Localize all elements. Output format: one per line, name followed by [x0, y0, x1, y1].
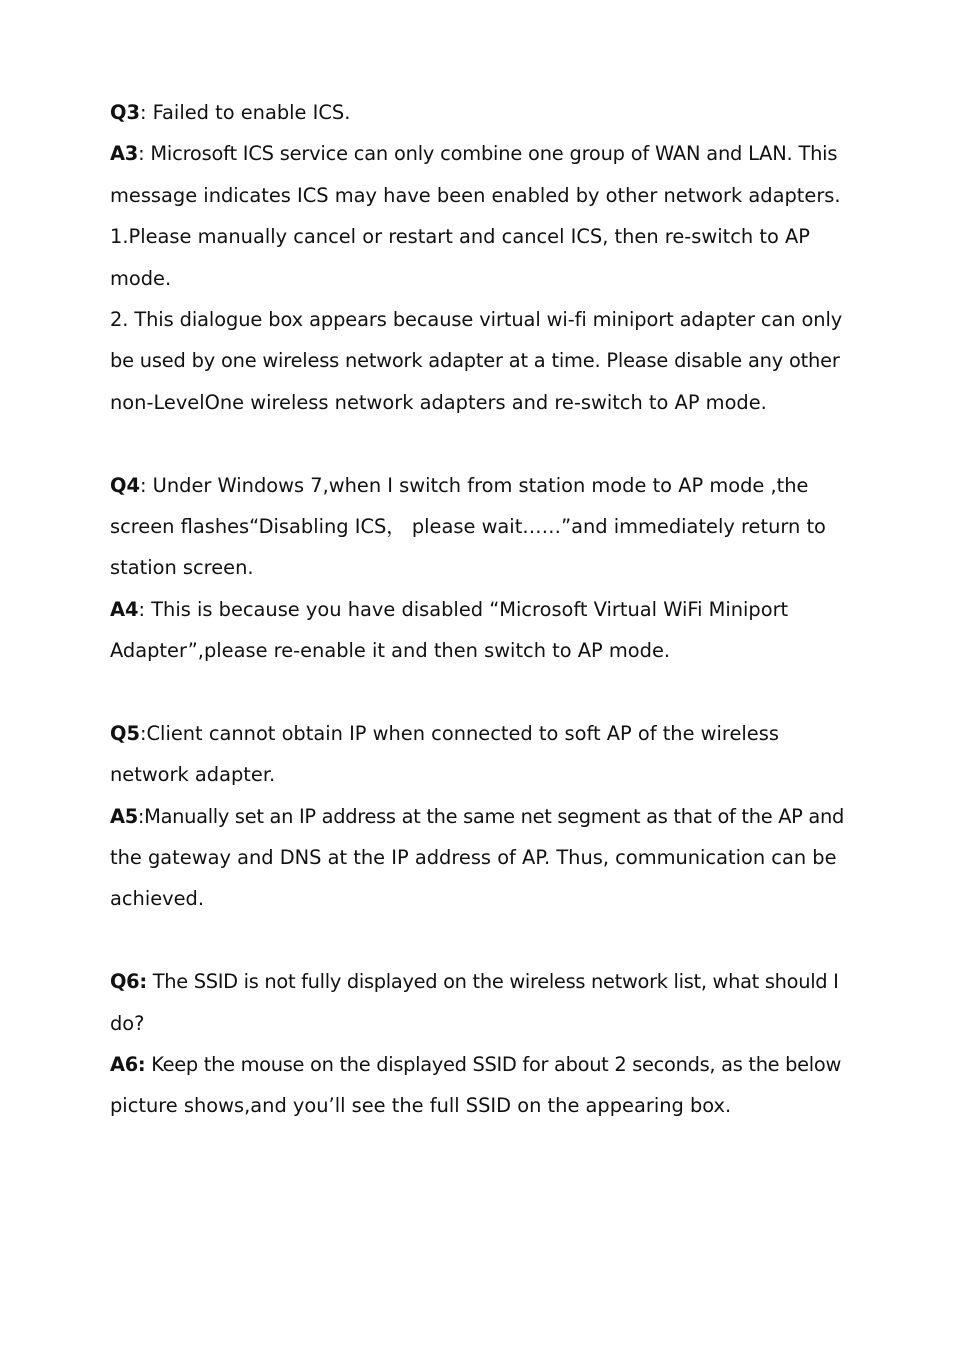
a6-answer-line2: picture shows,and you’ll see the full SSID on the appearing box.	[110, 1094, 732, 1118]
a3-answer-line1: A3: Microsoft ICS service can only combine one group of WAN and LAN. This	[110, 142, 838, 166]
q3-question	[110, 92, 844, 133]
a5-answer-line2: the gateway and DNS at the IP address of AP. Thus, communication can be	[110, 846, 837, 870]
q3-question-text: : Failed to enable ICS.	[139, 101, 351, 124]
a3-item1-line1: 1.Please manually cancel or restart and cancel ICS, then re-switch to AP	[110, 225, 810, 249]
q4-label: Q4	[110, 473, 140, 497]
a5-label: A5	[110, 804, 138, 828]
a4-answer-line1: A4: This is because you have disabled “Microsoft Virtual WiFi Miniport	[110, 597, 789, 621]
a3-item1-line2: mode.	[110, 266, 172, 290]
q6-question-line1: Q6: The SSID is not fully displayed on the wireless network list, what should I	[110, 970, 839, 994]
spacer	[110, 920, 844, 961]
a5-answer-line1: A5:Manually set an IP address at the same net segment as that of the AP and	[110, 804, 845, 828]
q6-question-line2: do?	[110, 1011, 145, 1035]
a4-answer-line2: Adapter”,please re-enable it and then switch to AP mode.	[110, 639, 671, 663]
a4-label: A4	[110, 597, 139, 621]
a5-answer-line3: achieved.	[110, 887, 205, 911]
a6-label: A6:	[110, 1052, 146, 1076]
q4-question-line1: Q4: Under Windows 7,when I switch from station mode to AP mode ,the	[110, 473, 809, 497]
a3-item2-line3: non-LevelOne wireless network adapters and re-switch to AP mode.	[110, 390, 767, 414]
q5-question-line1: Q5:Client cannot obtain IP when connected to soft AP of the wireless	[110, 721, 779, 745]
spacer	[110, 423, 844, 464]
a3-item2-line1: 2. This dialogue box appears because virtual wi-fi miniport adapter can only	[110, 307, 843, 331]
a3-label: A3	[110, 142, 139, 166]
q4-question-line3: station screen.	[110, 556, 254, 580]
q5-question-line2: network adapter.	[110, 763, 276, 787]
a6-answer-line1: A6: Keep the mouse on the displayed SSID for about 2 seconds, as the below	[110, 1052, 842, 1076]
q6-label: Q6:	[110, 970, 147, 994]
a3-item2-line2: be used by one wireless network adapter at a time. Please disable any other	[110, 349, 840, 373]
spacer	[110, 671, 844, 712]
q3-label: Q3	[110, 101, 140, 124]
q4-question-line2: screen flashes“Disabling ICS， please wait……”and immediately return to	[110, 514, 826, 538]
faq-document	[110, 92, 844, 1127]
q5-label: Q5	[110, 721, 140, 745]
a3-answer-line2: message indicates ICS may have been enabled by other network adapters.	[110, 183, 841, 207]
